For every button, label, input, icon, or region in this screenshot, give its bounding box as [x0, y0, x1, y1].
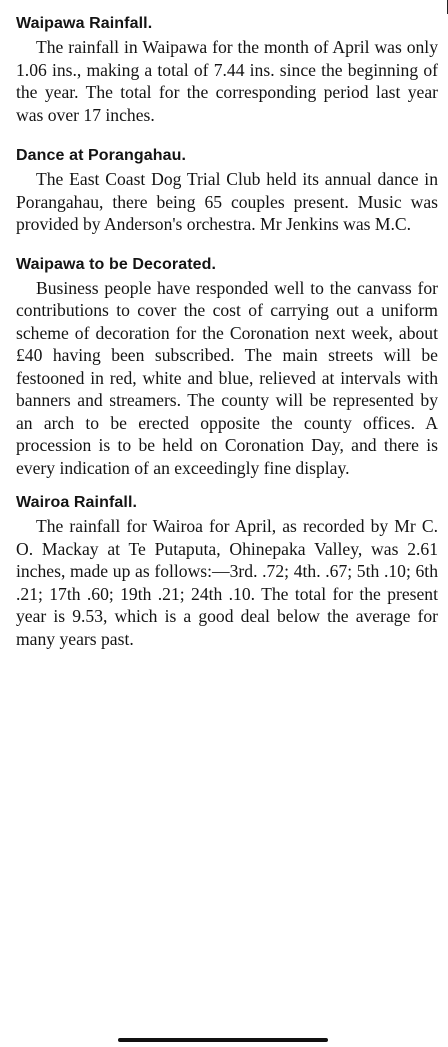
article-waipawa-decorated [16, 255, 438, 480]
article-headline: Waipawa Rainfall. [16, 15, 153, 32]
article-waipawa-rainfall [16, 14, 438, 126]
article-dance-porangahau [16, 146, 438, 236]
article-wairoa-rainfall [16, 493, 438, 650]
article-body: The East Coast Dog Trial Club held its annual dance in Porangahau, there being 65 couples present. Music was provided by Anderson's orchestra. Mr Jenkins was M.C. [16, 169, 438, 234]
article-headline: Waipawa to be Decorated. [16, 255, 217, 273]
article-body: The rainfall for Wairoa for April, as recorded by Mr C. O. Mackay at Te Putaputa, Ohinepaka Valley, was 2.61 inches, made up as follows:—3rd. .72; 4th. .67; 5th .10; 6th .21; 17th .60; 19th .21; 24th .10. The total for the present year is 9.53, which is a good deal below the average for many years past. [16, 516, 438, 649]
article-body: Business people have responded well to the canvass for contributions to cover the cost of carrying out a uniform scheme of decoration for the Coronation next week, about £40 having been subscribed. The main streets will be festooned in red, white and blue, relieved at intervals with banners and streamers. The county will be represented by an arch to be erected opposite the county offices. A procession is to be held on Coronation Day, and there is every indication of an exceedingly fine display. [16, 277, 438, 478]
article-body: The rainfall in Waipawa for the month of April was only 1.06 ins., making a total of 7.44 ins. since the beginning of the year. The total for the corresponding period last year was over 17 inches. [16, 37, 438, 125]
end-rule [118, 1038, 328, 1042]
article-headline: Wairoa Rainfall. [16, 494, 138, 511]
article-headline: Dance at Porangahau. [16, 147, 187, 164]
